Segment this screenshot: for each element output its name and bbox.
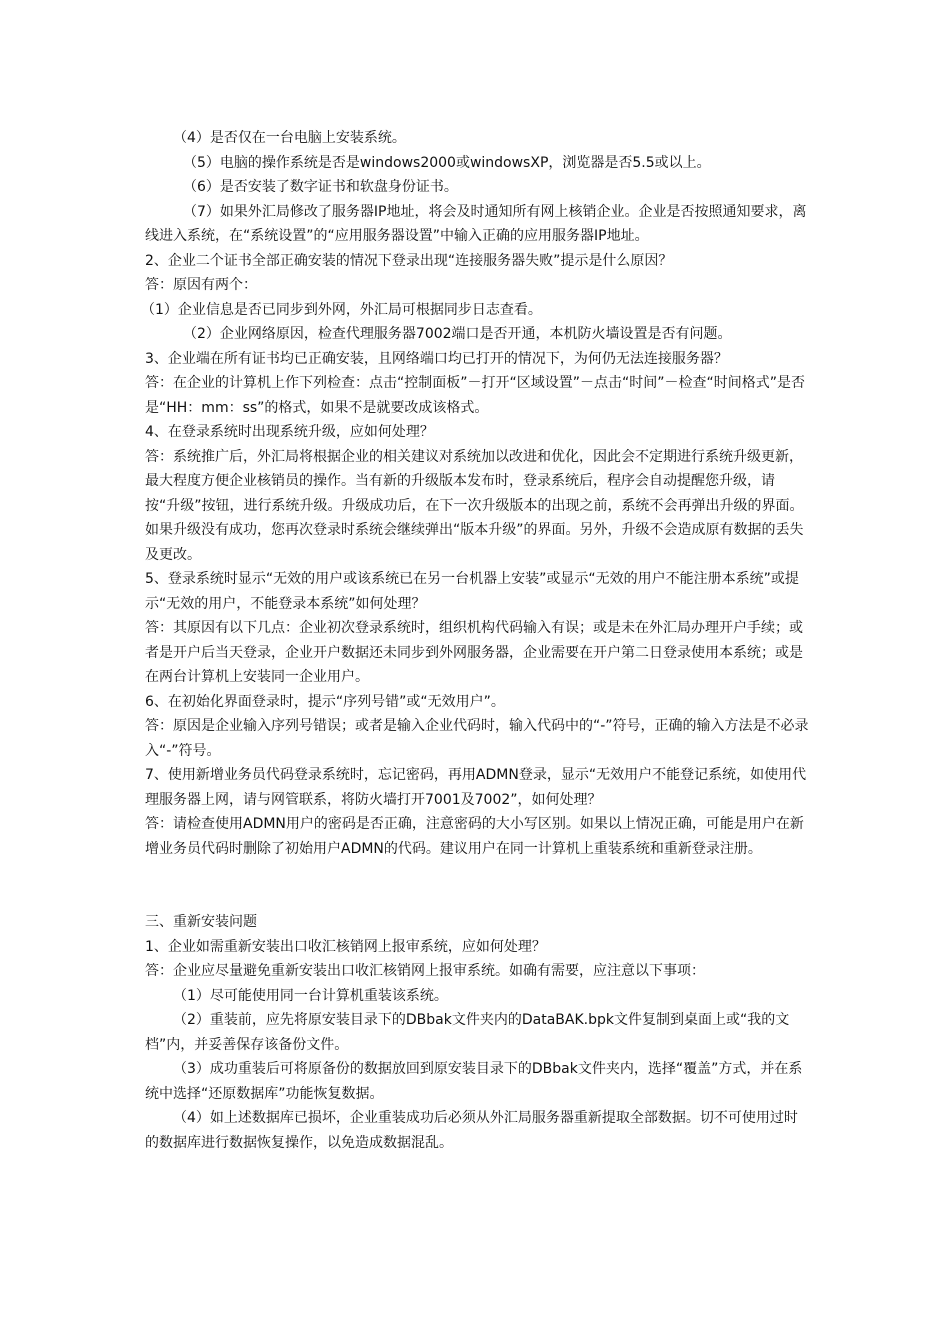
answer-7: 答：请检查使用ADMN用户的密码是否正确，注意密码的大小写区别。如果以上情况正确，可能是用户在新增业务员代码时删除了初始用户ADMN的代码。建议用户在同一计算机上重装系统和重新登录注册。 [145,816,804,857]
answer-3: 答：在企业的计算机上作下列检查：点击“控制面板”－打开“区域设置”－点击“时间”－检查“时间格式”是否是“HH：mm：ss”的格式，如果不是就要改成该格式。 [145,375,806,416]
answer-5: 答：其原因有以下几点：企业初次登录系统时，组织机构代码输入有误；或是未在外汇局办理开户手续；或者是开户后当天登录，企业开户数据还未同步到外网服务器，企业需要在开户第二日登录使用本系统；或是在两台计算机上安装同一企业用户。 [145,620,803,685]
answer-2-intro: 答：原因有两个： [145,277,257,293]
question-2: 2、企业二个证书全部正确安装的情况下登录出现“连接服务器失败”提示是什么原因？ [145,252,673,269]
document-page [141,126,810,1155]
check-item-7: （7）如果外汇局修改了服务器IP地址，将会及时通知所有网上核销企业。企业是否按照通知要求，离线进入系统，在“系统设置”的“应用服务器设置”中输入正确的应用服务器IP地址。 [145,203,807,244]
answer-6: 答：原因是企业输入序列号错误；或者是输入企业代码时，输入代码中的“-”符号，正确的输入方法是不必录入“-”符号。 [145,718,809,759]
check-item-6: （6）是否安装了数字证书和软盘身份证书。 [183,179,458,195]
check-item-5: （5）电脑的操作系统是否是windows2000或windowsXP，浏览器是否5.5或以上。 [183,154,711,171]
answer-2-reason-1: （1）企业信息是否已同步到外网，外汇局可根据同步日志查看。 [141,301,542,318]
reinstall-step-2: （2）重装前，应先将原安装目录下的DBbak文件夹内的DataBAK.bpk文件复制到桌面上或“我的文档”内，并妥善保存该备份文件。 [145,1012,790,1053]
question-7: 7、使用新增业务员代码登录系统时，忘记密码，再用ADMN登录，显示“无效用户不能登记系统，如使用代理服务器上网，请与网管联系，将防火墙打开7001及7002”，如何处理？ [145,767,807,808]
reinstall-step-3: （3）成功重装后可将原备份的数据放回到原安装目录下的DBbak文件夹内，选择“覆盖”方式，并在系统中选择“还原数据库”功能恢复数据。 [145,1061,803,1102]
question-5: 5、登录系统时显示“无效的用户或该系统已在另一台机器上安装”或显示“无效的用户不能注册本系统”或提示“无效的用户，不能登录本系统”如何处理？ [145,571,799,612]
question-3: 3、企业端在所有证书均已正确安装，且网络端口均已打开的情况下，为何仍无法连接服务器？ [145,350,728,367]
section-3-question-1: 1、企业如需重新安装出口收汇核销网上报审系统，应如何处理？ [145,938,546,955]
section-3-heading: 三、重新安装问题 [145,914,257,930]
section-3-answer-intro: 答：企业应尽量避免重新安装出口收汇核销网上报审系统。如确有需要，应注意以下事项： [145,963,705,979]
question-4: 4、在登录系统时出现系统升级，应如何处理？ [145,424,434,440]
answer-4: 答：系统推广后，外汇局将根据企业的相关建议对系统加以改进和优化，因此会不定期进行系统升级更新，最大程度方便企业核销员的操作。当有新的升级版本发布时，登录系统后，程序会自动提醒您升级，请按“升级”按钮，进行系统升级。升级成功后，在下一次升级版本的出现之前，系统不会再弹出升级的界面。如果升级没有成功，您再次登录时系统会继续弹出“版本升级”的界面。另外，升级不会造成原有数据的丢失及更改。 [145,448,804,563]
reinstall-step-4: （4）如上述数据库已损坏，企业重装成功后必须从外汇局服务器重新提取全部数据。切不可使用过时的数据库进行数据恢复操作，以免造成数据混乱。 [145,1110,798,1151]
question-6: 6、在初始化界面登录时，提示“序列号错”或“无效用户”。 [145,693,505,710]
answer-2-reason-2: （2）企业网络原因，检查代理服务器7002端口是否开通，本机防火墙设置是否有问题。 [183,326,732,342]
section-spacer [145,861,810,910]
check-item-4: （4）是否仅在一台电脑上安装系统。 [173,130,406,146]
reinstall-step-1: （1）尽可能使用同一台计算机重装该系统。 [173,987,448,1004]
